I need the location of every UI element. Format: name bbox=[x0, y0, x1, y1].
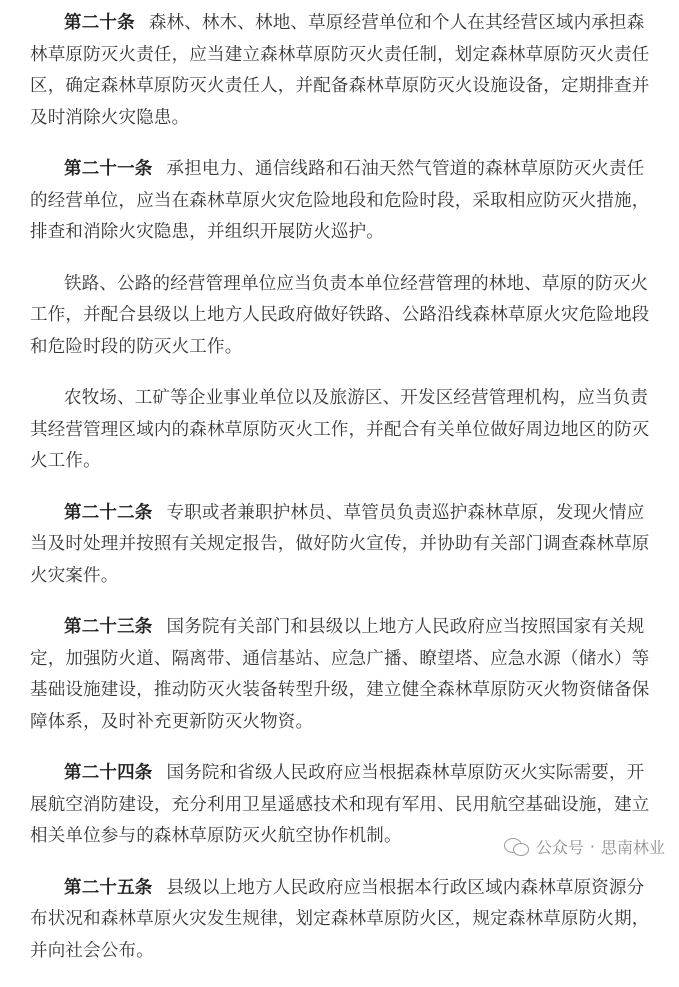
article-20 bbox=[30, 8, 657, 134]
article-25 bbox=[30, 873, 657, 968]
watermark-account: 思南林业 bbox=[600, 838, 665, 857]
article-text: 国务院和省级人民政府应当根据森林草原防灭火实际需要，开展航空消防建设，充分利用卫星遥感技术和现有军用、民用航空基础设施，建立相关单位参与的森林草原防灭火航空协作机制。 bbox=[30, 763, 650, 846]
article-number: 第二十三条 bbox=[64, 617, 153, 637]
article-text: 铁路、公路的经营管理单位应当负责本单位经营管理的林地、草原的防灭火工作，并配合县级以上地方人民政府做好铁路、公路沿线森林草原火灾危险地段和危险时段的防灭火工作。 bbox=[30, 273, 650, 357]
article-number: 第二十二条 bbox=[64, 502, 153, 523]
article-21 bbox=[30, 154, 657, 249]
article-21-para-2 bbox=[30, 269, 657, 364]
article-23 bbox=[30, 612, 657, 738]
article-text: 县级以上地方人民政府应当根据本行政区域内森林草原资源分布状况和森林草原火灾发生规律，划定森林草原防火区，规定森林草原防火期，并向社会公布。 bbox=[30, 877, 650, 961]
watermark-label: 公众号 bbox=[535, 838, 584, 857]
article-number: 第二十四条 bbox=[64, 763, 153, 783]
article-text: 国务院有关部门和县级以上地方人民政府应当按照国家有关规定，加强防火道、隔离带、通信基站、应急广播、瞭望塔、应急水源（储水）等基础设施建设，推动防灭火装备转型升级，建立健全森林草原防灭火物资储备保障体系，及时补充更新防灭火物资。 bbox=[30, 617, 650, 732]
watermark-separator: · bbox=[589, 837, 595, 856]
article-text: 农牧场、工矿等企业事业单位以及旅游区、开发区经营管理机构，应当负责其经营管理区域内的森林草原防灭火工作，并配合有关单位做好周边地区的防灭火工作。 bbox=[30, 388, 650, 471]
article-text: 承担电力、通信线路和石油天然气管道的森林草原防灭火责任的经营单位，应当在森林草原火灾危险地段和危险时段，采取相应防灭火措施，排查和消除火灾隐患，并组织开展防火巡护。 bbox=[30, 159, 650, 242]
article-21-para-3 bbox=[30, 383, 657, 478]
watermark bbox=[504, 835, 665, 858]
article-text: 森林、林木、林地、草原经营单位和个人在其经营区域内承担森林草原防灭火责任，应当建立森林草原防灭火责任制，划定森林草原防灭火责任区，确定森林草原防灭火责任人，并配备森林草原防灭火设施设备，定期排查并及时消除火灾隐患。 bbox=[30, 13, 650, 128]
article-number: 第二十五条 bbox=[64, 877, 153, 898]
wechat-icon bbox=[504, 838, 530, 856]
article-number: 第二十一条 bbox=[64, 159, 153, 179]
article-22 bbox=[30, 498, 657, 593]
article-text: 专职或者兼职护林员、草管员负责巡护森林草原，发现火情应当及时处理并按照有关规定报告，做好防火宣传，并协助有关部门调查森林草原火灾案件。 bbox=[30, 502, 650, 586]
article-number: 第二十条 bbox=[64, 13, 135, 33]
